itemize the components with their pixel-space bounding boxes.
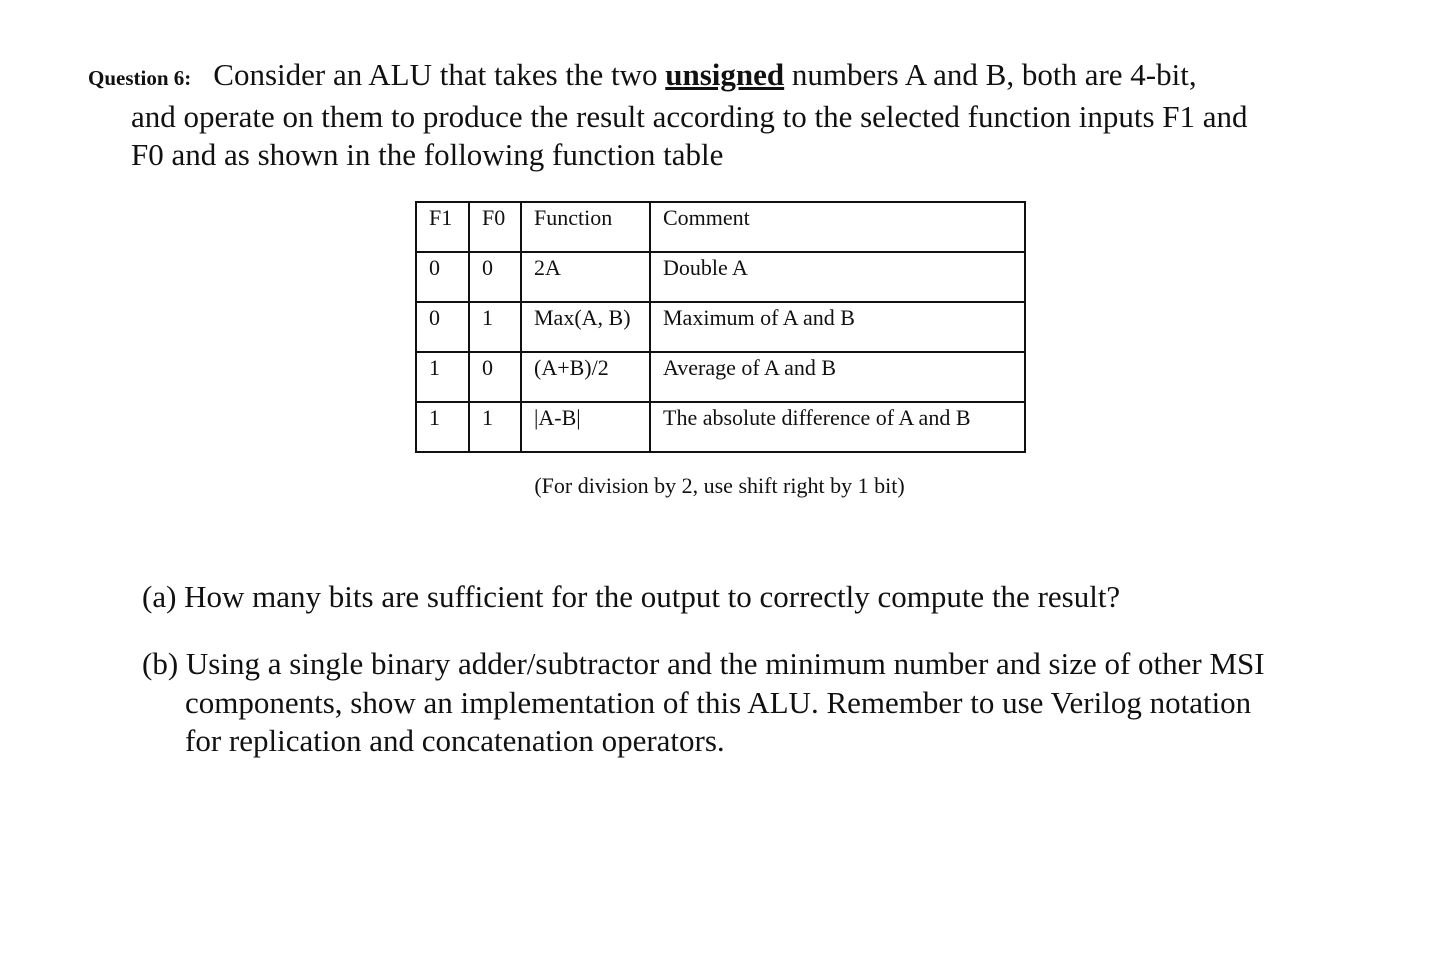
- unsigned-emphasis: unsigned: [665, 57, 785, 92]
- question-line-1: [88, 56, 1348, 98]
- cell-comment: The absolute difference of A and B: [650, 402, 1025, 452]
- question-label: Question 6:: [88, 66, 192, 90]
- table-row: [416, 252, 1025, 302]
- header-comment: Comment: [650, 202, 1025, 252]
- part-b-line-3: for replication and concatenation operators.: [185, 723, 725, 758]
- part-a-line-1: (a) How many bits are sufficient for the output to correctly compute the result?: [142, 579, 1121, 614]
- cell-f0: 0: [469, 252, 521, 302]
- question-line-1-end: numbers A and B, both are 4-bit,: [784, 57, 1197, 92]
- question-line-3: F0 and as shown in the following function table: [131, 137, 724, 172]
- header-f1: F1: [416, 202, 469, 252]
- question-line-1-start: Consider an ALU that takes the two: [213, 57, 666, 92]
- header-function: Function: [521, 202, 650, 252]
- question-line-2: and operate on them to produce the result according to the selected function inputs F1 and: [131, 98, 1248, 134]
- cell-f0: 1: [469, 302, 521, 352]
- table-row: [416, 302, 1025, 352]
- cell-f0: 0: [469, 352, 521, 402]
- cell-f1: 1: [416, 352, 469, 402]
- header-f0: F0: [469, 202, 521, 252]
- part-b-line-2: components, show an implementation of this ALU. Remember to use Verilog notation: [185, 684, 1252, 720]
- table-note: (For division by 2, use shift right by 1 bit): [534, 473, 905, 498]
- cell-f1: 0: [416, 252, 469, 302]
- cell-comment: Double A: [650, 252, 1025, 302]
- cell-function: 2A: [521, 252, 650, 302]
- function-table: [415, 201, 1026, 453]
- cell-comment: Average of A and B: [650, 352, 1025, 402]
- part-b: [142, 645, 1402, 761]
- cell-function: (A+B)/2: [521, 352, 650, 402]
- table-row: [416, 402, 1025, 452]
- cell-function: |A-B|: [521, 402, 650, 452]
- cell-comment: Maximum of A and B: [650, 302, 1025, 352]
- part-b-line-1: (b) Using a single binary adder/subtractor and the minimum number and size of other MSI: [142, 646, 1265, 681]
- cell-f1: 0: [416, 302, 469, 352]
- cell-f1: 1: [416, 402, 469, 452]
- question-text: [88, 56, 1348, 175]
- part-a: [142, 578, 1402, 617]
- table-header-row: [416, 202, 1025, 252]
- cell-f0: 1: [469, 402, 521, 452]
- cell-function: Max(A, B): [521, 302, 650, 352]
- table-row: [416, 352, 1025, 402]
